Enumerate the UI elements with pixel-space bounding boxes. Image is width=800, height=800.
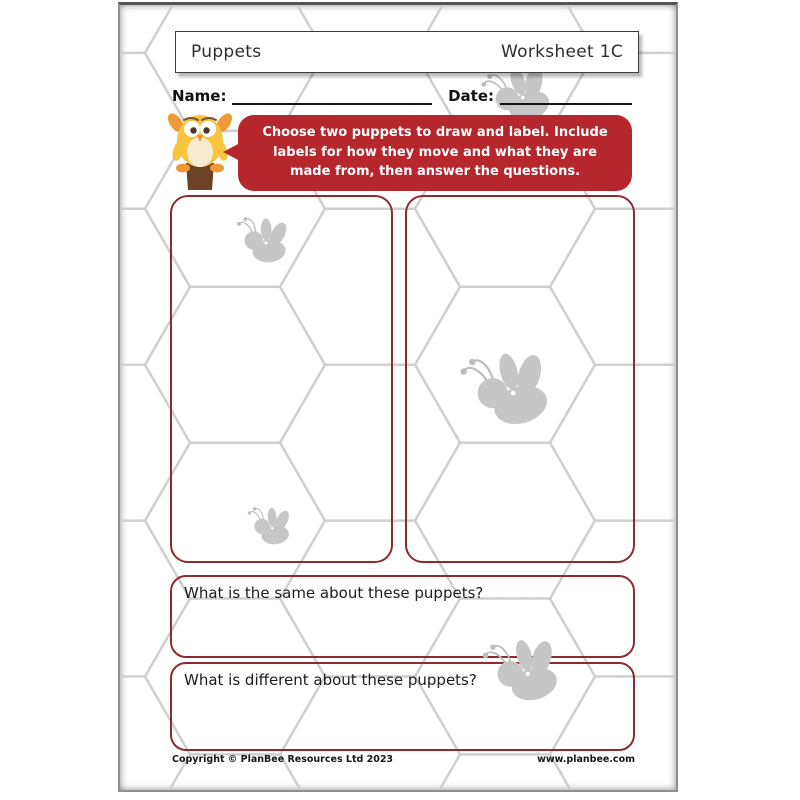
page-footer [172, 754, 635, 765]
name-label: Name: [172, 87, 227, 105]
date-input-line[interactable] [500, 87, 632, 105]
page-title: Puppets [191, 42, 262, 62]
worksheet-page [118, 2, 678, 792]
name-input-line[interactable] [232, 87, 432, 105]
bee-silhouette-icon [241, 501, 303, 554]
instruction-text: Choose two puppets to draw and label. Include labels for how they move and what they are made from, then answer the questions. [262, 125, 608, 179]
question-different-label: What is different about these puppets? [184, 671, 477, 689]
website-text: www.planbee.com [537, 754, 635, 765]
worksheet-number: Worksheet 1C [501, 42, 623, 62]
copyright-text: Copyright © PlanBee Resources Ltd 2023 [172, 754, 394, 765]
date-label: Date: [448, 87, 494, 105]
bee-silhouette-icon [457, 348, 565, 434]
question-same-label: What is the same about these puppets? [184, 584, 484, 602]
worksheet-header [175, 31, 639, 73]
instruction-bubble [238, 115, 632, 191]
bee-silhouette-icon [480, 635, 572, 709]
name-date-row [172, 83, 632, 105]
